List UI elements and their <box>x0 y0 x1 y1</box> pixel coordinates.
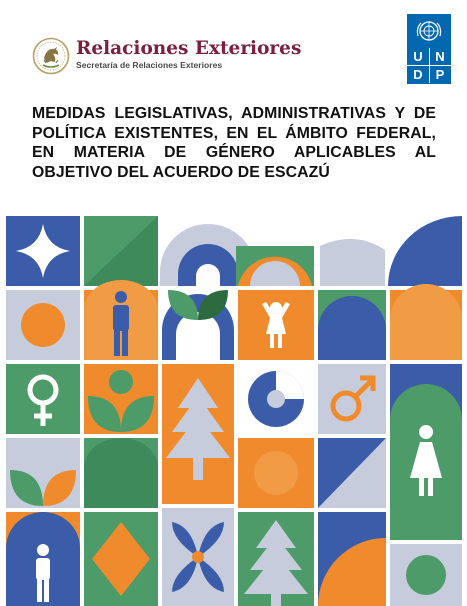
tile-flower <box>162 508 234 606</box>
tile-orange-arch-2 <box>238 438 314 508</box>
tile-leaves-orange <box>84 364 158 434</box>
institution-subtitle: Secretaría de Relaciones Exteriores <box>76 60 223 70</box>
header <box>0 0 467 90</box>
tile-male-symbol <box>318 364 386 434</box>
institution-brand <box>76 38 301 70</box>
document-title: MEDIDAS LEGISLATIVAS, ADMINISTRATIVAS Y DE POLÍTICA EXISTENTES, EN EL ÁMBITO FEDERAL, EN MATERIA DE GÉNERO APLICABLES AL OBJETIVO DEL ACUERDO DE ESCAZÚ <box>32 105 436 181</box>
tile-leaf-arch <box>162 290 234 360</box>
tile-woman <box>390 364 462 540</box>
tile-blue-arch <box>6 512 80 606</box>
tile-pine-tree <box>162 364 234 504</box>
undp-letter-p: P <box>435 67 445 82</box>
tile-wave <box>320 239 385 286</box>
tile-orange-arch <box>390 284 462 360</box>
tile-green-block <box>84 438 158 508</box>
undp-letter-n: N <box>429 48 451 66</box>
cover-illustration <box>0 210 467 606</box>
tile-bottom-right <box>390 544 462 606</box>
tile-green-arch <box>84 216 158 286</box>
undp-logo <box>407 14 451 84</box>
tile-orange-quarter <box>318 512 386 606</box>
tile-green-leaves <box>6 438 80 508</box>
un-emblem-icon <box>407 14 451 50</box>
tile-star <box>6 216 80 286</box>
tile-child <box>238 290 314 360</box>
undp-letter-d: D <box>407 66 430 83</box>
tile-female-symbol <box>6 364 80 434</box>
tile-pie <box>238 364 314 434</box>
undp-letter-u: U <box>407 48 430 66</box>
tile-man <box>84 280 158 360</box>
tile-blue-block <box>318 438 386 508</box>
mexican-coat-of-arms-icon <box>32 36 70 76</box>
tile-diamond <box>84 512 158 606</box>
institution-name: Relaciones Exteriores <box>76 38 302 59</box>
tile-pine-tree-2 <box>238 512 314 606</box>
tile-half-sun <box>236 246 314 286</box>
tile-green-blue <box>318 290 386 360</box>
tile-orange-circle <box>6 290 80 360</box>
tile-blue-quarter <box>388 216 462 286</box>
